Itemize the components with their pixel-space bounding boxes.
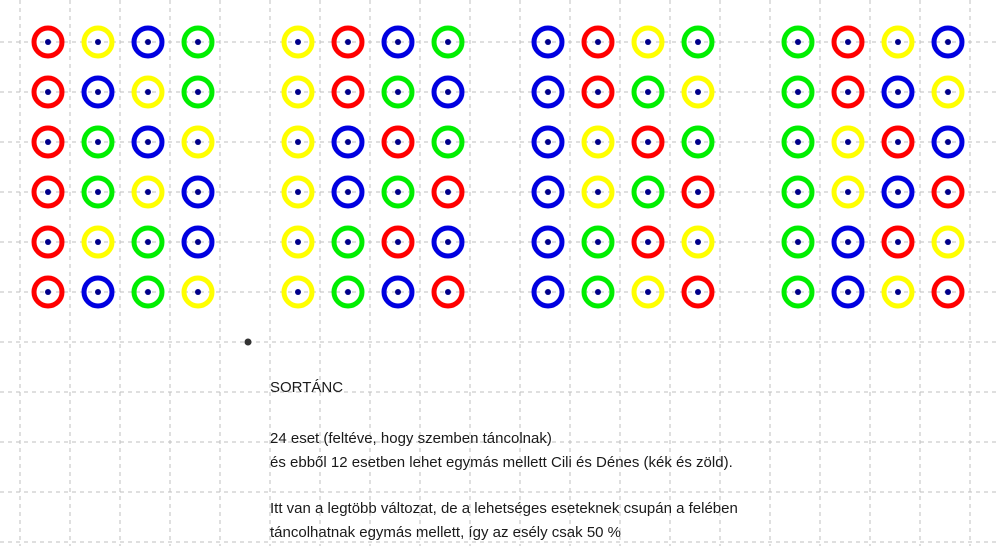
center-dot: [95, 89, 101, 95]
center-dot: [345, 289, 351, 295]
center-dot: [45, 89, 51, 95]
center-dot: [45, 239, 51, 245]
center-dot: [195, 89, 201, 95]
center-dot: [45, 289, 51, 295]
arrangement-group: [284, 28, 462, 306]
center-dot: [695, 39, 701, 45]
center-dot: [445, 89, 451, 95]
cases-line-2: és ebből 12 esetben lehet egymás mellett Cili és Dénes (kék és zöld).: [270, 454, 733, 471]
center-dot: [645, 39, 651, 45]
center-dot: [45, 189, 51, 195]
center-dot: [945, 89, 951, 95]
cases-line-1: 24 eset (feltéve, hogy szemben táncolnak): [270, 430, 552, 447]
center-dot: [595, 189, 601, 195]
center-dot: [195, 189, 201, 195]
center-dot: [295, 189, 301, 195]
center-dot: [445, 239, 451, 245]
center-dot: [795, 239, 801, 245]
center-dot: [295, 289, 301, 295]
center-dot: [145, 289, 151, 295]
center-dot: [195, 239, 201, 245]
center-dot: [845, 239, 851, 245]
conclusion-line-1: Itt van a legtöbb változat, de a lehetséges eseteknek csupán a felében: [270, 500, 738, 517]
center-dot: [895, 239, 901, 245]
center-dot: [545, 289, 551, 295]
center-dot: [595, 139, 601, 145]
center-dot: [895, 189, 901, 195]
center-dot: [945, 239, 951, 245]
center-dot: [545, 39, 551, 45]
center-dot: [795, 139, 801, 145]
title-text: SORTÁNC: [270, 379, 344, 396]
center-dot: [145, 89, 151, 95]
circle-groups: [34, 28, 962, 306]
center-dot: [545, 239, 551, 245]
arrangement-group: [534, 28, 712, 306]
center-dot: [595, 89, 601, 95]
center-dot: [395, 239, 401, 245]
center-dot: [295, 139, 301, 145]
center-dot: [445, 39, 451, 45]
center-dot: [195, 289, 201, 295]
center-dot: [45, 139, 51, 145]
center-dot: [345, 89, 351, 95]
center-dot: [895, 39, 901, 45]
center-dot: [395, 289, 401, 295]
center-dot: [145, 189, 151, 195]
center-dot: [895, 289, 901, 295]
center-dot: [895, 89, 901, 95]
center-dot: [845, 89, 851, 95]
center-dot: [695, 239, 701, 245]
center-dot: [595, 39, 601, 45]
center-dot: [895, 139, 901, 145]
center-dot: [95, 239, 101, 245]
center-dot: [695, 139, 701, 145]
center-dot: [145, 239, 151, 245]
arrangement-group: [784, 28, 962, 306]
center-dot: [645, 239, 651, 245]
center-dot: [95, 289, 101, 295]
center-dot: [845, 289, 851, 295]
center-dot: [945, 139, 951, 145]
center-dot: [345, 239, 351, 245]
center-dot: [945, 39, 951, 45]
center-dot: [795, 189, 801, 195]
center-dot: [645, 189, 651, 195]
center-dot: [795, 39, 801, 45]
center-dot: [645, 89, 651, 95]
center-dot: [695, 189, 701, 195]
center-dot: [395, 89, 401, 95]
center-dot: [795, 289, 801, 295]
center-dot: [645, 139, 651, 145]
free-point[interactable]: [245, 339, 252, 346]
center-dot: [295, 239, 301, 245]
center-dot: [845, 189, 851, 195]
center-dot: [295, 89, 301, 95]
center-dot: [445, 189, 451, 195]
center-dot: [145, 39, 151, 45]
center-dot: [445, 289, 451, 295]
center-dot: [345, 39, 351, 45]
center-dot: [345, 139, 351, 145]
center-dot: [545, 189, 551, 195]
center-dot: [695, 289, 701, 295]
center-dot: [545, 139, 551, 145]
center-dot: [945, 289, 951, 295]
center-dot: [195, 139, 201, 145]
center-dot: [95, 139, 101, 145]
center-dot: [845, 139, 851, 145]
center-dot: [45, 39, 51, 45]
center-dot: [195, 39, 201, 45]
center-dot: [595, 289, 601, 295]
conclusion-line-2: táncolhatnak egymás mellett, így az esély csak 50 %: [270, 524, 622, 541]
center-dot: [545, 89, 551, 95]
center-dot: [95, 189, 101, 195]
center-dot: [145, 139, 151, 145]
center-dot: [95, 39, 101, 45]
center-dot: [295, 39, 301, 45]
center-dot: [345, 189, 351, 195]
center-dot: [945, 189, 951, 195]
center-dot: [695, 89, 701, 95]
center-dot: [395, 39, 401, 45]
center-dot: [845, 39, 851, 45]
arrangement-group: [34, 28, 212, 306]
center-dot: [395, 189, 401, 195]
center-dot: [795, 89, 801, 95]
center-dot: [445, 139, 451, 145]
center-dot: [595, 239, 601, 245]
center-dot: [395, 139, 401, 145]
center-dot: [645, 289, 651, 295]
